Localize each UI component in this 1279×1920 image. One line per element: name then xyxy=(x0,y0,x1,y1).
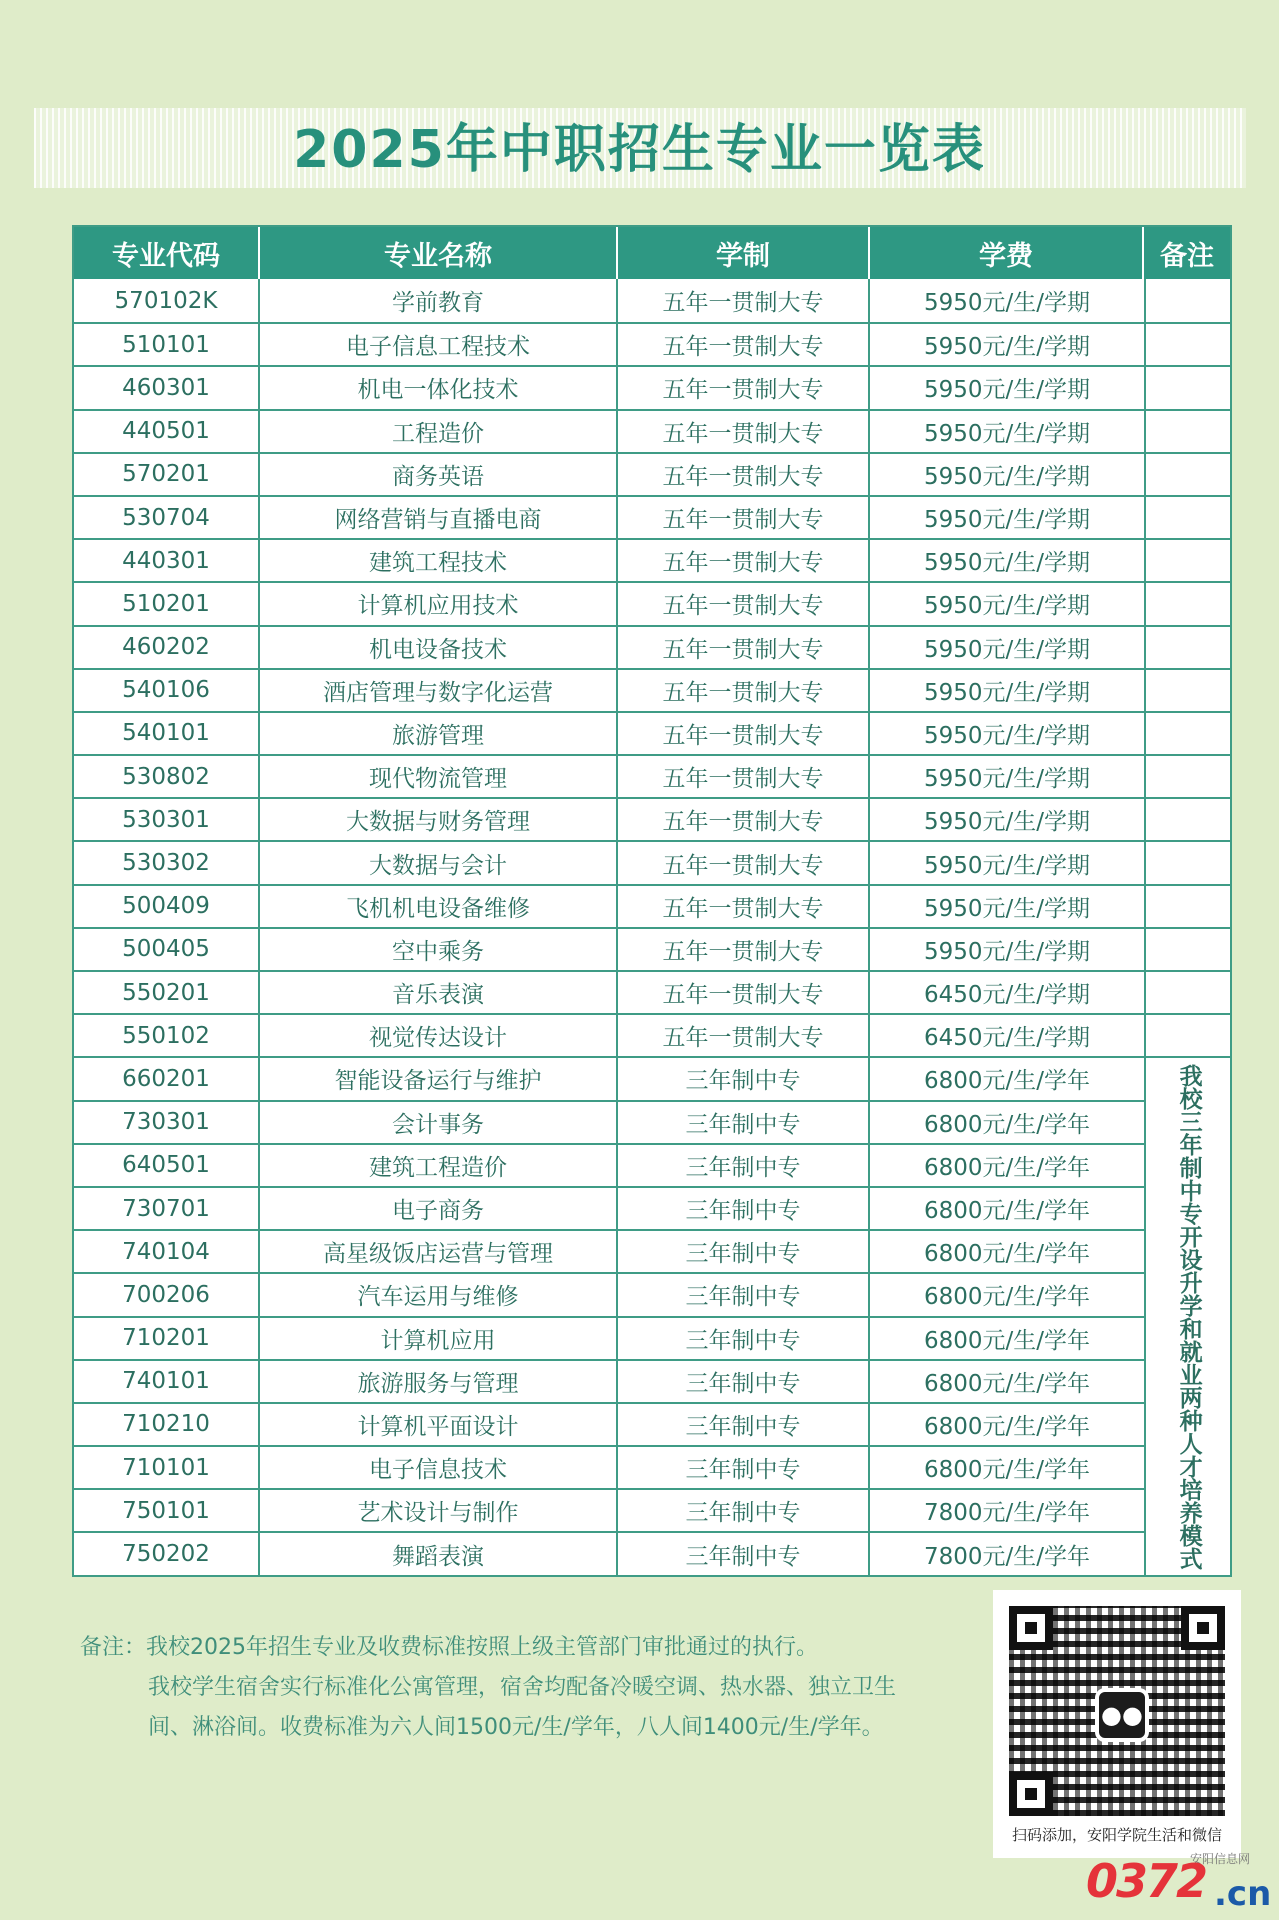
table-row xyxy=(74,409,1144,452)
tuition-cell: 5950元/生/学期 xyxy=(923,852,1091,879)
duration-cell: 五年一贯制大专 xyxy=(618,540,870,581)
table-header xyxy=(74,227,1230,279)
major-code-cell: 750202 xyxy=(74,1533,260,1574)
major-name-cell: 建筑工程造价 xyxy=(260,1145,618,1186)
major-name-cell: 大数据与会计 xyxy=(260,842,618,883)
duration-cell: 三年制中专 xyxy=(618,1058,870,1099)
tuition-cell: 5950元/生/学期 xyxy=(923,766,1091,793)
major-code-cell: 730701 xyxy=(74,1188,260,1229)
tuition-cell: 5950元/生/学期 xyxy=(923,550,1091,577)
major-code-cell: 640501 xyxy=(74,1145,260,1186)
major-code-cell: 500409 xyxy=(74,886,260,927)
duration-cell: 三年制中专 xyxy=(618,1490,870,1531)
tuition-cell: 7800元/生/学年 xyxy=(923,1543,1091,1570)
major-code-cell: 700206 xyxy=(74,1274,260,1315)
duration-cell: 三年制中专 xyxy=(618,1533,870,1574)
major-code-cell: 550102 xyxy=(74,1015,260,1056)
major-name-cell: 计算机平面设计 xyxy=(260,1404,618,1445)
remarks-cell xyxy=(1146,625,1230,668)
table-row xyxy=(74,754,1144,797)
tuition-cell: 5950元/生/学期 xyxy=(923,334,1091,361)
major-name-cell: 旅游服务与管理 xyxy=(260,1361,618,1402)
major-code-cell: 440501 xyxy=(74,411,260,452)
remarks-cell xyxy=(1146,927,1230,970)
table-body xyxy=(74,279,1230,1575)
major-name-cell: 商务英语 xyxy=(260,454,618,495)
table-row xyxy=(74,322,1144,365)
major-name-cell: 现代物流管理 xyxy=(260,756,618,797)
major-code-cell: 540106 xyxy=(74,670,260,711)
table-row xyxy=(74,625,1144,668)
table-row xyxy=(74,1100,1144,1143)
header-duration: 学制 xyxy=(618,227,870,279)
major-name-cell: 会计事务 xyxy=(260,1102,618,1143)
major-name-cell: 视觉传达设计 xyxy=(260,1015,618,1056)
major-name-cell: 酒店管理与数字化运营 xyxy=(260,670,618,711)
duration-cell: 五年一贯制大专 xyxy=(618,799,870,840)
major-code-cell: 510101 xyxy=(74,324,260,365)
major-name-cell: 电子商务 xyxy=(260,1188,618,1229)
tuition-cell: 5950元/生/学期 xyxy=(923,593,1091,620)
duration-cell: 三年制中专 xyxy=(618,1102,870,1143)
major-code-cell: 750101 xyxy=(74,1490,260,1531)
table-row xyxy=(74,1229,1144,1272)
major-name-cell: 舞蹈表演 xyxy=(260,1533,618,1574)
qr-finder-pattern xyxy=(1009,1606,1053,1650)
remarks-note: 我校三年制中专开设升学和就业两种人才培养模式 xyxy=(1175,1063,1202,1570)
remarks-cell xyxy=(1146,581,1230,624)
duration-cell: 三年制中专 xyxy=(618,1361,870,1402)
table-row xyxy=(74,1272,1144,1315)
major-code-cell: 540101 xyxy=(74,713,260,754)
qr-caption: 扫码添加，安阳学院生活和微信 xyxy=(1011,1826,1222,1844)
duration-cell: 五年一贯制大专 xyxy=(618,583,870,624)
remarks-cell xyxy=(1146,495,1230,538)
major-code-cell: 460202 xyxy=(74,627,260,668)
duration-cell: 三年制中专 xyxy=(618,1145,870,1186)
major-name-cell: 机电一体化技术 xyxy=(260,367,618,408)
remarks-column xyxy=(1144,279,1230,1575)
table-row xyxy=(74,797,1144,840)
major-code-cell: 510201 xyxy=(74,583,260,624)
tuition-cell: 6800元/生/学年 xyxy=(923,1241,1091,1268)
duration-cell: 五年一贯制大专 xyxy=(618,279,870,322)
major-code-cell: 710201 xyxy=(74,1318,260,1359)
tuition-cell: 6800元/生/学年 xyxy=(923,1111,1091,1138)
table-row xyxy=(74,279,1144,322)
tuition-cell: 6800元/生/学年 xyxy=(923,1068,1091,1095)
tuition-cell: 5950元/生/学期 xyxy=(923,377,1091,404)
tuition-cell: 6800元/生/学年 xyxy=(923,1198,1091,1225)
major-code-cell: 460301 xyxy=(74,367,260,408)
remarks-cell xyxy=(1146,322,1230,365)
tuition-cell: 5950元/生/学期 xyxy=(923,420,1091,447)
table-row xyxy=(74,1186,1144,1229)
tuition-cell: 6800元/生/学年 xyxy=(923,1413,1091,1440)
duration-cell: 五年一贯制大专 xyxy=(618,929,870,970)
duration-cell: 三年制中专 xyxy=(618,1447,870,1488)
duration-cell: 三年制中专 xyxy=(618,1274,870,1315)
remarks-cell xyxy=(1146,452,1230,495)
major-name-cell: 电子信息工程技术 xyxy=(260,324,618,365)
tuition-cell: 6800元/生/学年 xyxy=(923,1327,1091,1354)
major-code-cell: 530302 xyxy=(74,842,260,883)
major-name-cell: 高星级饭店运营与管理 xyxy=(260,1231,618,1272)
table-row xyxy=(74,1445,1144,1488)
table-row xyxy=(74,1143,1144,1186)
duration-cell: 五年一贯制大专 xyxy=(618,1015,870,1056)
watermark-number: 0372 xyxy=(1086,1854,1207,1908)
tuition-cell: 6800元/生/学年 xyxy=(923,1457,1091,1484)
major-code-cell: 440301 xyxy=(74,540,260,581)
footnote-line-3: 间、淋浴间。收费标准为六人间1500元/生/学年，八人间1400元/生/学年。 xyxy=(148,1715,884,1740)
tuition-cell: 5950元/生/学期 xyxy=(923,290,1091,317)
table-row xyxy=(74,884,1144,927)
duration-cell: 五年一贯制大专 xyxy=(618,324,870,365)
site-watermark xyxy=(1060,1850,1275,1914)
tuition-cell: 5950元/生/学期 xyxy=(923,809,1091,836)
table-row xyxy=(74,668,1144,711)
major-name-cell: 工程造价 xyxy=(260,411,618,452)
table-row xyxy=(74,1013,1144,1056)
tuition-cell: 5950元/生/学期 xyxy=(923,722,1091,749)
table-row xyxy=(74,1056,1144,1099)
table-row xyxy=(74,840,1144,883)
table-row xyxy=(74,927,1144,970)
major-code-cell: 570102K xyxy=(74,279,260,322)
major-code-cell: 530704 xyxy=(74,497,260,538)
page-title: 2025年中职招生专业一览表 xyxy=(293,120,986,180)
duration-cell: 五年一贯制大专 xyxy=(618,886,870,927)
duration-cell: 五年一贯制大专 xyxy=(618,670,870,711)
table-row xyxy=(74,711,1144,754)
major-name-cell: 网络营销与直播电商 xyxy=(260,497,618,538)
tuition-cell: 5950元/生/学期 xyxy=(923,679,1091,706)
qr-finder-pattern xyxy=(1181,1606,1225,1650)
table-row xyxy=(74,1316,1144,1359)
duration-cell: 五年一贯制大专 xyxy=(618,367,870,408)
major-name-cell: 机电设备技术 xyxy=(260,627,618,668)
remarks-cell xyxy=(1146,970,1230,1013)
major-code-cell: 740104 xyxy=(74,1231,260,1272)
duration-cell: 五年一贯制大专 xyxy=(618,627,870,668)
table-row xyxy=(74,1402,1144,1445)
table-row xyxy=(74,365,1144,408)
remarks-cell xyxy=(1146,279,1230,322)
remarks-cell xyxy=(1146,840,1230,883)
table-row xyxy=(74,970,1144,1013)
duration-cell: 五年一贯制大专 xyxy=(618,497,870,538)
table-row xyxy=(74,495,1144,538)
table-row xyxy=(74,452,1144,495)
qr-finder-pattern xyxy=(1009,1772,1053,1816)
remarks-cell xyxy=(1146,711,1230,754)
tuition-cell: 7800元/生/学年 xyxy=(923,1500,1091,1527)
major-name-cell: 空中乘务 xyxy=(260,929,618,970)
wechat-icon: ●● xyxy=(1095,1688,1149,1742)
major-name-cell: 计算机应用 xyxy=(260,1318,618,1359)
header-code: 专业代码 xyxy=(74,227,260,279)
duration-cell: 三年制中专 xyxy=(618,1404,870,1445)
tuition-cell: 6800元/生/学年 xyxy=(923,1154,1091,1181)
qr-code-card xyxy=(993,1590,1241,1858)
remarks-cell xyxy=(1146,754,1230,797)
major-code-cell: 710101 xyxy=(74,1447,260,1488)
major-table xyxy=(72,225,1232,1577)
major-name-cell: 音乐表演 xyxy=(260,972,618,1013)
major-code-cell: 550201 xyxy=(74,972,260,1013)
duration-cell: 三年制中专 xyxy=(618,1188,870,1229)
footnote xyxy=(80,1628,980,1748)
tuition-cell: 6800元/生/学年 xyxy=(923,1370,1091,1397)
remarks-cell xyxy=(1146,668,1230,711)
table-row xyxy=(74,1531,1144,1574)
duration-cell: 五年一贯制大专 xyxy=(618,756,870,797)
major-code-cell: 530802 xyxy=(74,756,260,797)
major-name-cell: 智能设备运行与维护 xyxy=(260,1058,618,1099)
duration-cell: 五年一贯制大专 xyxy=(618,411,870,452)
major-name-cell: 计算机应用技术 xyxy=(260,583,618,624)
watermark-site-name: 安阳信息网 xyxy=(1190,1852,1251,1866)
duration-cell: 五年一贯制大专 xyxy=(618,972,870,1013)
remarks-cell xyxy=(1146,538,1230,581)
table-row xyxy=(74,538,1144,581)
tuition-cell: 5950元/生/学期 xyxy=(923,507,1091,534)
major-name-cell: 艺术设计与制作 xyxy=(260,1490,618,1531)
major-name-cell: 电子信息技术 xyxy=(260,1447,618,1488)
table-row xyxy=(74,581,1144,624)
footnote-line-1: 备注：我校2025年招生专业及收费标准按照上级主管部门审批通过的执行。 xyxy=(80,1635,818,1660)
major-code-cell: 500405 xyxy=(74,929,260,970)
major-name-cell: 学前教育 xyxy=(260,279,618,322)
major-code-cell: 660201 xyxy=(74,1058,260,1099)
tuition-cell: 6450元/生/学期 xyxy=(923,982,1091,1009)
major-code-cell: 710210 xyxy=(74,1404,260,1445)
table-row xyxy=(74,1488,1144,1531)
qr-code xyxy=(1009,1606,1225,1816)
major-name-cell: 大数据与财务管理 xyxy=(260,799,618,840)
tuition-cell: 5950元/生/学期 xyxy=(923,938,1091,965)
major-name-cell: 飞机机电设备维修 xyxy=(260,886,618,927)
table-row xyxy=(74,1359,1144,1402)
major-name-cell: 汽车运用与维修 xyxy=(260,1274,618,1315)
remarks-cell xyxy=(1146,1013,1230,1056)
watermark-suffix: .cn xyxy=(1214,1874,1272,1914)
duration-cell: 三年制中专 xyxy=(618,1231,870,1272)
tuition-cell: 5950元/生/学期 xyxy=(923,463,1091,490)
major-name-cell: 旅游管理 xyxy=(260,713,618,754)
header-remarks: 备注 xyxy=(1160,240,1214,272)
duration-cell: 三年制中专 xyxy=(618,1318,870,1359)
remarks-cell xyxy=(1146,365,1230,408)
major-code-cell: 730301 xyxy=(74,1102,260,1143)
duration-cell: 五年一贯制大专 xyxy=(618,454,870,495)
major-code-cell: 570201 xyxy=(74,454,260,495)
major-code-cell: 740101 xyxy=(74,1361,260,1402)
header-name: 专业名称 xyxy=(260,227,618,279)
remarks-cell xyxy=(1146,409,1230,452)
remarks-cell xyxy=(1146,797,1230,840)
remarks-merged-cell xyxy=(1146,1056,1230,1574)
footnote-line-2: 我校学生宿舍实行标准化公寓管理，宿舍均配备冷暖空调、热水器、独立卫生 xyxy=(148,1675,897,1700)
tuition-cell: 5950元/生/学期 xyxy=(923,895,1091,922)
remarks-cell xyxy=(1146,884,1230,927)
duration-cell: 五年一贯制大专 xyxy=(618,713,870,754)
major-code-cell: 530301 xyxy=(74,799,260,840)
duration-cell: 五年一贯制大专 xyxy=(618,842,870,883)
header-tuition: 学费 xyxy=(870,227,1144,279)
major-name-cell: 建筑工程技术 xyxy=(260,540,618,581)
tuition-cell: 5950元/生/学期 xyxy=(923,636,1091,663)
tuition-cell: 6450元/生/学期 xyxy=(923,1025,1091,1052)
tuition-cell: 6800元/生/学年 xyxy=(923,1284,1091,1311)
table-rows xyxy=(74,279,1144,1575)
